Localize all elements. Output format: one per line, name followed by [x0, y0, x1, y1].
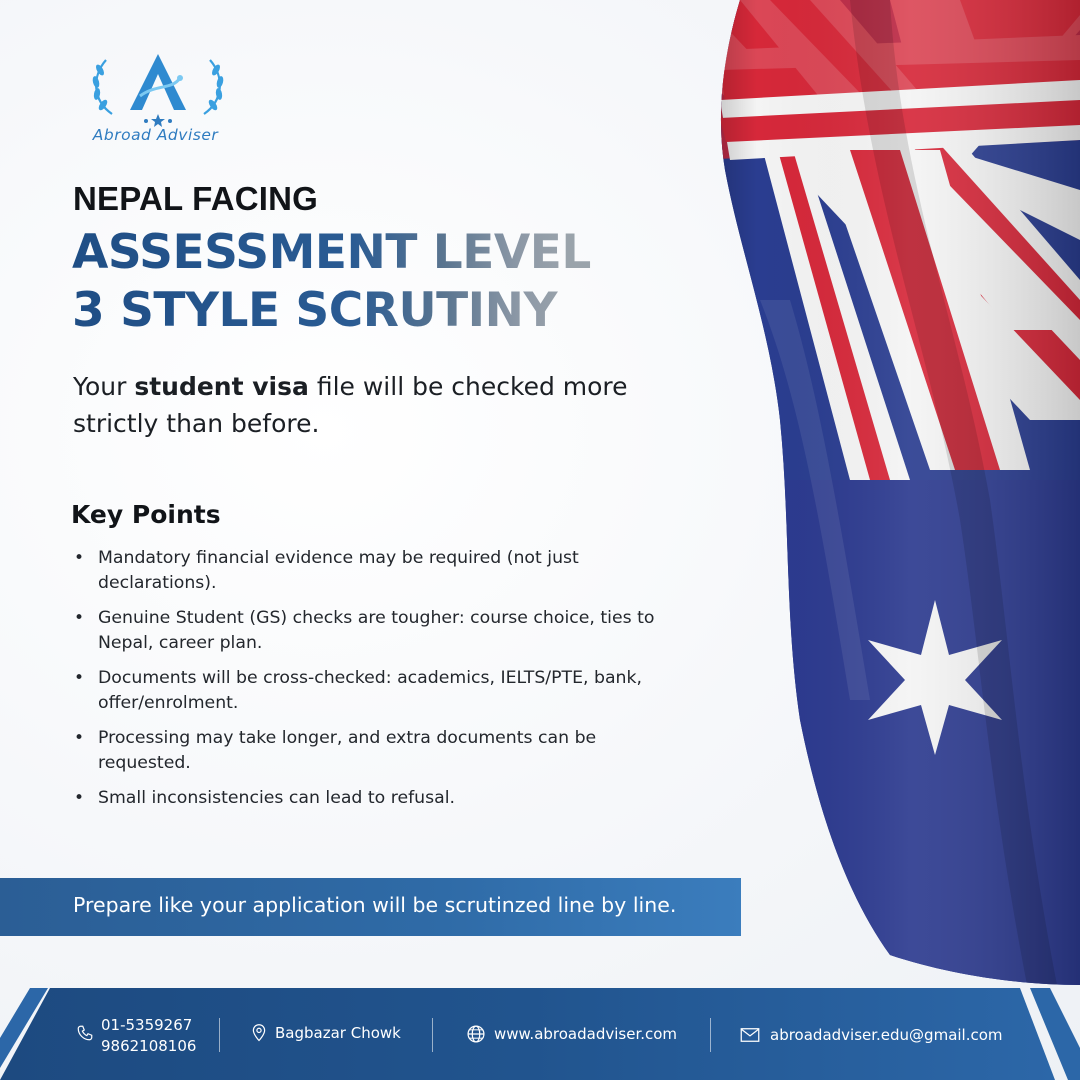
email-link[interactable] — [740, 1026, 1020, 1048]
location-contact[interactable] — [250, 1024, 420, 1046]
list-item-text: Mandatory financial evidence may be required (not just declarations). — [98, 548, 579, 593]
headline-line-1: ASSESSMENT LEVEL — [72, 225, 591, 280]
location-pin-icon — [250, 1023, 268, 1043]
email-text: abroadadviser.edu@gmail.com — [770, 1026, 1003, 1044]
list-item — [70, 606, 670, 656]
bullet-icon: • — [74, 728, 85, 748]
bullet-icon: • — [74, 668, 85, 688]
list-item — [70, 726, 670, 776]
lead-paragraph — [73, 368, 633, 442]
divider — [219, 1018, 220, 1052]
flag-svg — [700, 0, 1080, 1000]
divider — [432, 1018, 433, 1052]
brand-logo[interactable] — [68, 48, 248, 152]
headline-line-2: 3 STYLE SCRUTINY — [72, 283, 558, 338]
headline — [72, 224, 692, 340]
laurel-a-logo-icon — [68, 48, 248, 128]
key-points-list — [70, 546, 670, 821]
lead-text-start: Your — [73, 372, 135, 401]
banner-text: Prepare like your application will be scrutinzed line by line. — [73, 893, 677, 917]
phone-contact[interactable] — [76, 1016, 206, 1056]
phone-icon — [76, 1024, 94, 1042]
list-item-text: Processing may take longer, and extra documents can be requested. — [98, 728, 597, 773]
bullet-icon: • — [74, 608, 85, 628]
divider — [710, 1018, 711, 1052]
list-item-text: Genuine Student (GS) checks are tougher: course choice, ties to Nepal, career plan. — [98, 608, 655, 653]
website-link[interactable] — [466, 1025, 696, 1047]
website-text: www.abroadadviser.com — [494, 1025, 678, 1043]
list-item — [70, 666, 670, 716]
list-item — [70, 786, 670, 811]
bullet-icon: • — [74, 788, 85, 808]
contact-footer — [0, 988, 1080, 1080]
list-item-text: Small inconsistencies can lead to refusal. — [98, 788, 456, 808]
call-to-action-banner — [0, 878, 741, 936]
list-item-text: Documents will be cross-checked: academics, IELTS/PTE, bank, offer/enrolment. — [98, 668, 643, 713]
key-points-title: Key Points — [71, 500, 221, 529]
list-item — [70, 546, 670, 596]
brand-name: Abroad Adviser — [92, 126, 219, 144]
location-text: Bagbazar Chowk — [275, 1024, 401, 1042]
phone-number-2: 9862108106 — [101, 1037, 197, 1055]
phone-number-1: 01-5359267 — [101, 1016, 193, 1034]
australian-flag-image — [700, 0, 1080, 1000]
bullet-icon: • — [74, 548, 85, 568]
mail-icon — [740, 1027, 760, 1043]
lead-emphasis: student visa — [134, 372, 309, 401]
headline-kicker: NEPAL FACING — [73, 180, 319, 217]
lead-text-end: file will be checked more strictly than before. — [73, 372, 628, 438]
globe-icon — [466, 1024, 486, 1044]
